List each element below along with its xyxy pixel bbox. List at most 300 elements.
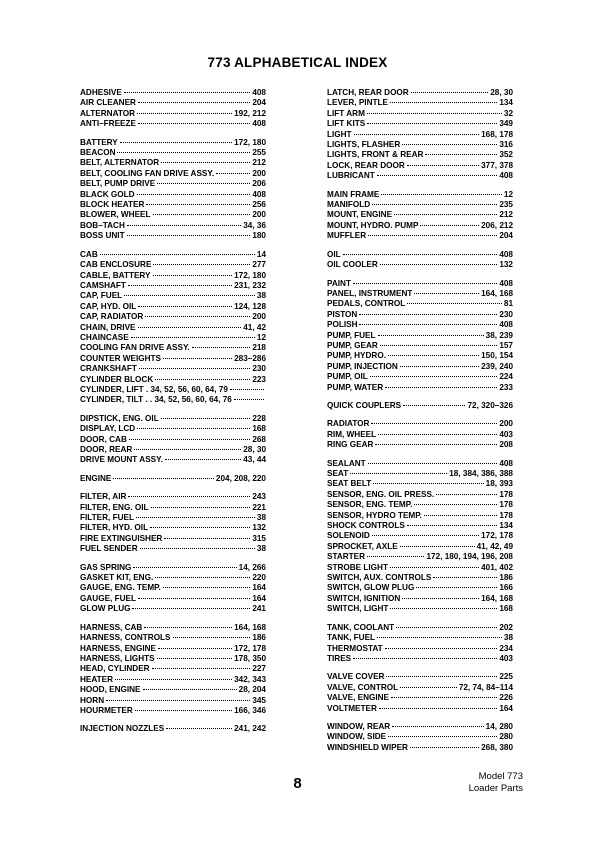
dot-leader bbox=[124, 92, 250, 93]
index-term: BELT, ALTERNATOR bbox=[80, 158, 160, 168]
index-term: HOURMETER bbox=[80, 705, 133, 715]
index-page-numbers: 403 bbox=[499, 653, 513, 663]
index-term: CAMSHAFT bbox=[80, 280, 126, 290]
index-page-numbers: 208 bbox=[499, 440, 513, 450]
dot-leader bbox=[146, 204, 250, 205]
index-entry bbox=[80, 414, 266, 424]
index-page-numbers: 241 bbox=[252, 604, 266, 614]
dot-leader bbox=[161, 418, 251, 419]
index-entry bbox=[327, 583, 513, 593]
index-term: HEAD, CYLINDER bbox=[80, 664, 150, 674]
dot-leader bbox=[410, 747, 479, 748]
dot-leader bbox=[124, 295, 255, 296]
index-entry bbox=[80, 435, 266, 445]
dot-leader bbox=[368, 463, 498, 464]
index-entry bbox=[327, 594, 513, 604]
index-term: TIRES bbox=[327, 653, 352, 663]
index-page-numbers: 228 bbox=[252, 413, 266, 423]
index-term: SEALANT bbox=[327, 458, 366, 468]
index-entry bbox=[80, 455, 266, 465]
index-term: MOUNT, HYDRO. PUMP bbox=[327, 220, 419, 230]
dot-leader bbox=[359, 324, 497, 325]
index-page-numbers: 14, 266 bbox=[238, 562, 266, 572]
index-term: LEVER, PINTLE bbox=[327, 98, 388, 108]
index-page-numbers: 268, 380 bbox=[481, 742, 513, 752]
index-page-numbers: 172, 180 bbox=[234, 137, 266, 147]
index-term: CHAINCASE bbox=[80, 332, 129, 342]
index-entry bbox=[80, 544, 266, 554]
index-page-numbers: 72, 74, 84–114 bbox=[458, 682, 513, 692]
index-term: OIL bbox=[327, 249, 341, 259]
index-entry bbox=[327, 401, 513, 411]
dot-leader bbox=[433, 577, 497, 578]
index-term: LATCH, REAR DOOR bbox=[327, 88, 409, 97]
index-page-numbers: 72, 320–326 bbox=[467, 400, 513, 410]
index-entry bbox=[327, 623, 513, 633]
index-entry bbox=[80, 148, 266, 158]
index-term: PANEL, INSTRUMENT bbox=[327, 288, 413, 298]
index-entry bbox=[327, 98, 513, 108]
index-page-numbers: 168 bbox=[499, 604, 513, 614]
index-page-numbers: 14 bbox=[256, 249, 266, 259]
dot-leader bbox=[378, 434, 497, 435]
index-entry bbox=[327, 200, 513, 210]
index-entry bbox=[327, 341, 513, 351]
index-page-numbers: 256 bbox=[252, 200, 266, 210]
dot-leader bbox=[377, 637, 502, 638]
index-entry bbox=[80, 250, 266, 260]
dot-leader bbox=[145, 316, 250, 317]
index-page-numbers: 14, 280 bbox=[485, 721, 513, 731]
model-line: Model 773 bbox=[478, 771, 523, 782]
index-entry bbox=[80, 333, 266, 343]
index-term: VOLTMETER bbox=[327, 703, 377, 713]
index-term: DOOR, CAB bbox=[80, 434, 127, 444]
index-page-numbers: 34, 36 bbox=[243, 220, 266, 230]
index-page-numbers: 178 bbox=[499, 489, 513, 499]
index-term: GAUGE, ENG. TEMP. bbox=[80, 583, 161, 593]
dot-leader bbox=[158, 648, 232, 649]
index-page-numbers: 168, 178 bbox=[481, 129, 513, 139]
index-entry bbox=[327, 511, 513, 521]
index-page-numbers: 255 bbox=[252, 148, 266, 158]
index-letter-group bbox=[327, 250, 513, 271]
index-entry bbox=[327, 440, 513, 450]
index-entry bbox=[327, 743, 513, 753]
index-entry bbox=[327, 430, 513, 440]
index-entry bbox=[327, 419, 513, 429]
index-entry bbox=[327, 542, 513, 552]
index-entry bbox=[80, 200, 266, 210]
index-entry bbox=[327, 552, 513, 562]
dot-leader bbox=[372, 535, 479, 536]
index-entry bbox=[327, 310, 513, 320]
dot-leader bbox=[377, 175, 498, 176]
dot-leader bbox=[129, 439, 250, 440]
dot-leader bbox=[163, 358, 232, 359]
index-term: PUMP, FUEL bbox=[327, 330, 376, 340]
dot-leader bbox=[414, 504, 497, 505]
index-letter-group bbox=[80, 492, 266, 554]
index-entry bbox=[80, 623, 266, 633]
dot-leader bbox=[153, 214, 251, 215]
index-term: SEAT bbox=[327, 469, 349, 478]
index-term: CAB bbox=[80, 249, 98, 259]
dot-leader bbox=[153, 264, 250, 265]
dot-leader bbox=[155, 379, 250, 380]
dot-leader bbox=[368, 235, 497, 236]
index-entry bbox=[80, 706, 266, 716]
dot-leader bbox=[407, 525, 498, 526]
dot-leader bbox=[137, 113, 232, 114]
index-term: HARNESS, CAB bbox=[80, 622, 143, 632]
index-term: STARTER bbox=[327, 552, 366, 562]
index-page-numbers: 18, 384, 386, 388 bbox=[449, 469, 513, 478]
index-entry bbox=[327, 140, 513, 150]
index-entry bbox=[80, 385, 266, 395]
dot-leader bbox=[343, 254, 498, 255]
index-term: WINDOW, REAR bbox=[327, 721, 391, 731]
index-entry bbox=[80, 291, 266, 301]
index-letter-group bbox=[327, 279, 513, 393]
index-entry bbox=[80, 523, 266, 533]
index-entry bbox=[80, 724, 266, 734]
index-entry bbox=[80, 302, 266, 312]
dot-leader bbox=[378, 335, 484, 336]
index-page-numbers: 280 bbox=[499, 732, 513, 742]
index-entry bbox=[327, 563, 513, 573]
index-entry bbox=[80, 231, 266, 241]
index-page-numbers: 223 bbox=[252, 374, 266, 384]
dot-leader bbox=[390, 567, 479, 568]
index-term: PAINT bbox=[327, 278, 351, 288]
index-entry bbox=[80, 492, 266, 502]
index-entry bbox=[327, 490, 513, 500]
index-page-numbers: 134 bbox=[499, 98, 513, 108]
index-entry bbox=[327, 150, 513, 160]
index-letter-group bbox=[327, 190, 513, 242]
index-page-numbers: 200 bbox=[252, 168, 266, 178]
dot-leader bbox=[113, 478, 214, 479]
dot-leader bbox=[420, 225, 479, 226]
dot-leader bbox=[150, 527, 250, 528]
dot-leader bbox=[134, 449, 241, 450]
dot-leader bbox=[117, 152, 250, 153]
index-term: HEATER bbox=[80, 674, 114, 684]
dot-leader bbox=[128, 285, 232, 286]
index-entry bbox=[327, 260, 513, 270]
index-page-numbers: 342, 343 bbox=[234, 674, 266, 684]
index-entry bbox=[80, 281, 266, 291]
index-page-numbers: 277 bbox=[252, 260, 266, 270]
index-term: TANK, FUEL bbox=[327, 633, 376, 643]
index-letter-group bbox=[327, 459, 513, 615]
index-page-numbers: 164, 168 bbox=[481, 593, 513, 603]
index-page-numbers: 38 bbox=[256, 291, 266, 301]
index-entry bbox=[80, 343, 266, 353]
index-entry bbox=[80, 221, 266, 231]
index-page-numbers: 220 bbox=[252, 573, 266, 583]
dot-leader bbox=[128, 496, 250, 497]
index-entry bbox=[327, 722, 513, 732]
index-page-numbers: 132 bbox=[252, 523, 266, 533]
index-term: GLOW PLUG bbox=[80, 604, 131, 614]
index-page-numbers: 38 bbox=[503, 633, 513, 643]
index-page-numbers: 202 bbox=[499, 622, 513, 632]
index-term: GAS SPRING bbox=[80, 562, 132, 572]
dot-leader bbox=[153, 275, 233, 276]
index-entry bbox=[80, 633, 266, 643]
index-page-numbers: 132 bbox=[499, 260, 513, 270]
index-entry bbox=[80, 503, 266, 513]
index-page-numbers: 172, 180 bbox=[234, 270, 266, 280]
index-page-numbers: 178, 350 bbox=[234, 653, 266, 663]
index-entry bbox=[80, 654, 266, 664]
index-letter-group bbox=[327, 88, 513, 182]
index-term: CHAIN, DRIVE bbox=[80, 322, 136, 332]
index-entry bbox=[80, 644, 266, 654]
index-term: BLACK GOLD bbox=[80, 189, 135, 199]
index-column-right bbox=[327, 88, 513, 761]
index-page-numbers: 230 bbox=[252, 364, 266, 374]
index-letter-group bbox=[80, 250, 266, 406]
dot-leader bbox=[400, 366, 479, 367]
dot-leader bbox=[137, 428, 250, 429]
index-term: VALVE, ENGINE bbox=[327, 693, 390, 703]
index-term: MAIN FRAME bbox=[327, 189, 380, 199]
index-term: SWITCH, GLOW PLUG bbox=[327, 583, 415, 593]
index-letter-group bbox=[327, 419, 513, 450]
index-page-numbers: 212 bbox=[499, 210, 513, 220]
index-page-numbers: 28, 30 bbox=[490, 88, 513, 97]
index-page-numbers: 168 bbox=[252, 424, 266, 434]
index-entry bbox=[327, 704, 513, 714]
index-page-numbers: 164, 168 bbox=[234, 622, 266, 632]
index-entry bbox=[327, 279, 513, 289]
dot-leader bbox=[157, 183, 250, 184]
dot-leader bbox=[392, 726, 483, 727]
index-entry bbox=[80, 138, 266, 148]
index-page-numbers: 166 bbox=[499, 583, 513, 593]
index-entry bbox=[80, 364, 266, 374]
dot-leader bbox=[163, 587, 251, 588]
index-entry bbox=[80, 88, 266, 98]
index-term: CAP, HYD. OIL bbox=[80, 301, 137, 311]
dot-leader bbox=[164, 538, 250, 539]
index-term: ANTI–FREEZE bbox=[80, 119, 136, 129]
index-entry bbox=[327, 109, 513, 119]
index-page-numbers: 225 bbox=[499, 672, 513, 682]
index-term: AIR CLEANER bbox=[80, 98, 136, 108]
dot-leader bbox=[192, 347, 251, 348]
index-letter-group bbox=[80, 623, 266, 717]
index-page-numbers: 32 bbox=[503, 108, 513, 118]
index-term: MANIFOLD bbox=[327, 200, 371, 210]
dot-leader bbox=[157, 658, 233, 659]
index-entry bbox=[327, 362, 513, 372]
index-page-numbers: 224 bbox=[499, 372, 513, 382]
dot-leader bbox=[380, 345, 498, 346]
index-entry bbox=[327, 221, 513, 231]
dot-leader bbox=[161, 162, 250, 163]
dot-leader bbox=[131, 337, 255, 338]
index-entry bbox=[80, 563, 266, 573]
index-entry bbox=[80, 573, 266, 583]
dot-leader bbox=[380, 264, 498, 265]
dot-leader bbox=[216, 173, 250, 174]
dot-leader bbox=[137, 194, 251, 195]
dot-leader bbox=[386, 676, 497, 677]
index-page-numbers: 231, 232 bbox=[234, 280, 266, 290]
index-entry bbox=[327, 161, 513, 171]
index-term: HARNESS, LIGHTS bbox=[80, 653, 155, 663]
page-number: 8 bbox=[293, 775, 302, 792]
index-term: INJECTION NOZZLES bbox=[80, 724, 165, 734]
index-entry bbox=[80, 445, 266, 455]
index-page-numbers: 408 bbox=[499, 278, 513, 288]
dot-leader bbox=[414, 293, 479, 294]
index-entry bbox=[327, 633, 513, 643]
index-term: PUMP, INJECTION bbox=[327, 361, 398, 371]
dot-leader bbox=[115, 679, 232, 680]
dot-leader bbox=[390, 102, 497, 103]
dot-leader bbox=[400, 546, 475, 547]
index-term: SWITCH, AUX. CONTROLS bbox=[327, 573, 432, 583]
index-entry bbox=[327, 210, 513, 220]
dot-leader bbox=[367, 113, 502, 114]
index-term: DRIVE MOUNT ASSY. bbox=[80, 455, 163, 465]
index-term: HOOD, ENGINE bbox=[80, 685, 141, 695]
index-page-numbers: 206 bbox=[252, 179, 266, 189]
index-page-numbers: 408 bbox=[499, 320, 513, 330]
index-page-numbers: 200 bbox=[252, 210, 266, 220]
index-page-numbers: 352 bbox=[499, 150, 513, 160]
index-entry bbox=[327, 231, 513, 241]
index-page-numbers: 81 bbox=[503, 299, 513, 309]
dot-leader bbox=[140, 548, 255, 549]
index-term: STROBE LIGHT bbox=[327, 562, 388, 572]
dot-leader bbox=[138, 102, 250, 103]
index-page-numbers: 377, 378 bbox=[481, 160, 513, 170]
index-page-numbers: 166, 346 bbox=[234, 705, 266, 715]
index-page-numbers: 124, 128 bbox=[234, 301, 266, 311]
index-term: PUMP, WATER bbox=[327, 382, 384, 392]
index-term: SHOCK CONTROLS bbox=[327, 521, 405, 531]
index-term: DIPSTICK, ENG. OIL bbox=[80, 413, 159, 423]
index-entry bbox=[80, 474, 266, 484]
index-letter-group bbox=[327, 623, 513, 665]
index-term: ADHESIVE bbox=[80, 88, 122, 97]
index-entry bbox=[80, 664, 266, 674]
index-page-numbers: 178 bbox=[499, 510, 513, 520]
index-page-numbers: 180 bbox=[252, 231, 266, 241]
index-term: FILTER, FUEL bbox=[80, 513, 134, 523]
index-entry bbox=[327, 683, 513, 693]
dot-leader bbox=[353, 658, 497, 659]
index-term: BELT, PUMP DRIVE bbox=[80, 179, 156, 189]
index-page-numbers: 38, 239 bbox=[485, 330, 513, 340]
index-letter-group bbox=[327, 401, 513, 411]
index-entry bbox=[80, 375, 266, 385]
index-entry bbox=[327, 383, 513, 393]
index-entry bbox=[80, 594, 266, 604]
index-term: SENSOR, HYDRO TEMP. bbox=[327, 510, 422, 520]
index-entry bbox=[327, 88, 513, 98]
index-page-numbers: 172, 178 bbox=[234, 643, 266, 653]
index-page-numbers: 230 bbox=[499, 309, 513, 319]
index-term: MOUNT, ENGINE bbox=[327, 210, 393, 220]
index-page-numbers: 408 bbox=[252, 88, 266, 97]
index-entry bbox=[327, 500, 513, 510]
index-page-numbers: 186 bbox=[252, 633, 266, 643]
index-entry bbox=[327, 250, 513, 260]
dot-leader bbox=[436, 494, 497, 495]
dot-leader bbox=[359, 314, 497, 315]
dot-leader bbox=[127, 235, 251, 236]
index-term: QUICK COUPLERS bbox=[327, 400, 402, 410]
index-entry bbox=[80, 354, 266, 364]
dot-leader bbox=[402, 598, 479, 599]
index-letter-group bbox=[80, 563, 266, 615]
index-page-numbers: 349 bbox=[499, 119, 513, 129]
dot-leader bbox=[371, 423, 497, 424]
index-page-numbers: 12 bbox=[503, 189, 513, 199]
index-letter-group bbox=[80, 88, 266, 130]
index-term: COOLING FAN DRIVE ASSY. bbox=[80, 343, 190, 353]
index-page-numbers: 408 bbox=[499, 458, 513, 468]
index-page-numbers: 234 bbox=[499, 643, 513, 653]
index-entry bbox=[327, 459, 513, 469]
index-term: DOOR, REAR bbox=[80, 445, 133, 454]
dot-leader bbox=[230, 389, 264, 390]
index-entry bbox=[327, 289, 513, 299]
dot-leader bbox=[151, 507, 251, 508]
index-term: BLOCK HEATER bbox=[80, 200, 145, 210]
index-entry bbox=[80, 312, 266, 322]
index-page-numbers: 408 bbox=[499, 171, 513, 181]
index-page-numbers: 408 bbox=[252, 119, 266, 129]
page-title: 773 ALPHABETICAL INDEX bbox=[207, 55, 388, 70]
dot-leader bbox=[166, 728, 232, 729]
index-entry bbox=[80, 696, 266, 706]
index-entry bbox=[327, 644, 513, 654]
dot-leader bbox=[394, 214, 497, 215]
index-page-numbers: 206, 212 bbox=[481, 220, 513, 230]
index-term: CABLE, BATTERY bbox=[80, 270, 151, 280]
index-page-numbers: 164 bbox=[499, 703, 513, 713]
dot-leader bbox=[375, 444, 497, 445]
index-entry bbox=[327, 604, 513, 614]
index-page-numbers: 41, 42, 49 bbox=[476, 541, 513, 551]
index-page-numbers: 401, 402 bbox=[481, 562, 513, 572]
index-term: SENSOR, ENG. OIL PRESS. bbox=[327, 489, 435, 499]
index-entry bbox=[80, 260, 266, 270]
index-page-numbers: 345 bbox=[252, 695, 266, 705]
index-page-numbers: 235 bbox=[499, 200, 513, 210]
index-page-numbers: 239, 240 bbox=[481, 361, 513, 371]
index-page-numbers: 192, 212 bbox=[234, 108, 266, 118]
index-page-numbers: 221 bbox=[252, 502, 266, 512]
dot-leader bbox=[385, 387, 497, 388]
dot-leader bbox=[402, 144, 497, 145]
index-term: BATTERY bbox=[80, 137, 118, 147]
dot-leader bbox=[367, 556, 424, 557]
index-entry bbox=[327, 351, 513, 361]
index-entry bbox=[327, 521, 513, 531]
dot-leader bbox=[143, 689, 237, 690]
index-term: LIGHT bbox=[327, 129, 352, 139]
dot-leader bbox=[396, 627, 497, 628]
